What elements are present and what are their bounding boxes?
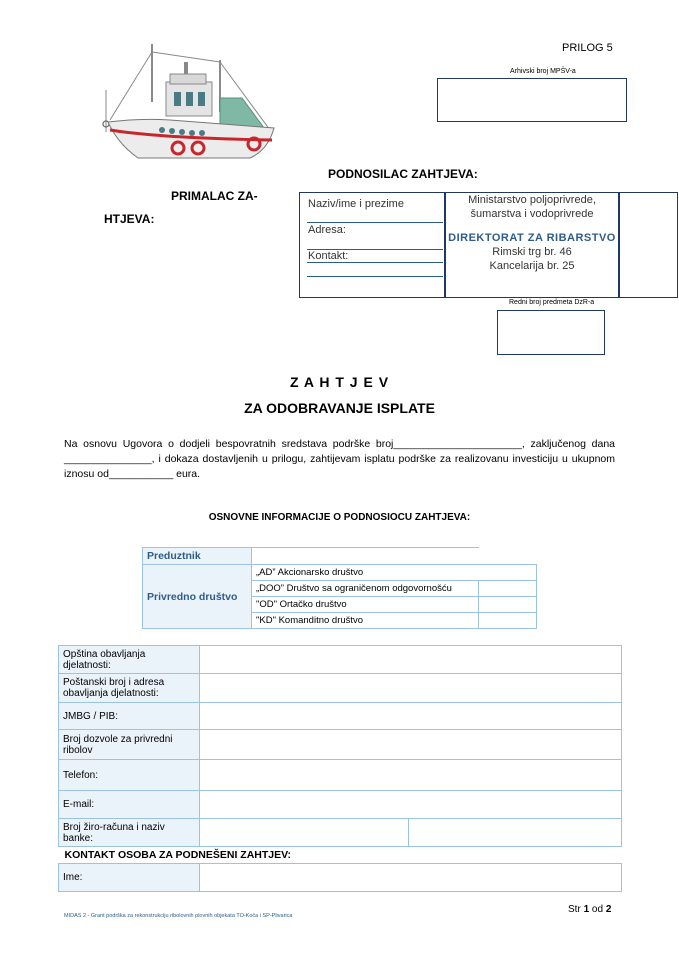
row-label-ziro-racun: Broj žiro-računa i naziv banke: xyxy=(59,819,200,847)
applicant-contact-line-2 xyxy=(307,276,443,277)
recipient-line-5: Kancelarija br. 25 xyxy=(489,260,575,272)
entity-spacer xyxy=(479,548,537,565)
page-current: 1 xyxy=(583,904,590,915)
field-dozvola[interactable] xyxy=(200,730,622,760)
recipient-heading-2: HTJEVA: xyxy=(104,212,155,226)
contact-person-heading: KONTAKT OSOBA ZA PODNEŠENI ZAHTJEV: xyxy=(64,849,292,861)
section-heading: OSNOVNE INFORMACIJE O PODNOSIOCU ZAHTJEVA: xyxy=(208,512,471,523)
page-of: od xyxy=(591,904,604,915)
applicant-address-label: Adresa: xyxy=(308,224,346,236)
applicant-info-table xyxy=(58,645,622,892)
row-label-jmbg: JMBG / PIB: xyxy=(59,703,200,730)
row-label-opstina: Opština obavljanja djelatnosti: xyxy=(59,646,200,674)
row-label-dozvola: Broj dozvole za privredni ribolov xyxy=(59,730,200,760)
entity-option-doo[interactable]: „DOO” Društvo sa ograničenom odgovornošću xyxy=(252,581,479,597)
applicant-contact-line-1 xyxy=(307,262,443,263)
entity-preduzetnik-label: Preduztnik xyxy=(143,548,252,565)
entity-option-od-check[interactable] xyxy=(479,597,537,613)
archive-number-box xyxy=(437,78,627,122)
field-jmbg[interactable] xyxy=(200,703,622,730)
entity-option-kd[interactable]: "KD" Komanditno društvo xyxy=(252,613,479,629)
entity-option-ad[interactable]: „AD” Akcionarsko društvo xyxy=(252,565,537,581)
entity-privredno-label: Privredno društvo xyxy=(143,565,252,629)
case-number-label: Redni broj predmeta DzR-a xyxy=(509,299,595,306)
field-email[interactable] xyxy=(200,791,622,819)
row-label-telefon: Telefon: xyxy=(59,760,200,791)
field-ziro-racun[interactable] xyxy=(200,819,409,847)
entity-option-doo-check[interactable] xyxy=(479,581,537,597)
recipient-heading-1: PRIMALAC ZA- xyxy=(171,189,258,203)
recipient-line-4: Rimski trg br. 46 xyxy=(492,246,572,258)
recipient-line-3: DIREKTORAT ZA RIBARSTVO xyxy=(448,232,616,244)
fishing-boat-illustration xyxy=(100,40,282,162)
recipient-line-2: šumarstva i vodoprivrede xyxy=(470,208,594,220)
applicant-name-line xyxy=(307,222,443,223)
intro-paragraph: Na osnovu Ugovora o dodjeli bespovratnih sredstava podrške broj______________________, zaključenog dana _______________, i dokaza dostavljenih u prilogu, zahtijevam isplatu podrške za realizovanu investiciju u ukupnom iznosu od___________ eura. xyxy=(64,438,615,480)
applicant-name-label: Naziv/ime i prezime xyxy=(308,198,404,210)
case-number-box xyxy=(497,310,605,355)
entity-type-table xyxy=(142,547,537,629)
footer-project-text: MIDAS 2 - Grant podrška za rekonstrukciju ribolovnih plovnih objekata TO-Koča i SP-Plivarica xyxy=(64,913,293,919)
field-banka[interactable] xyxy=(409,819,622,847)
field-ime[interactable] xyxy=(200,864,622,892)
row-label-postanski: Poštanski broj i adresa obavljanja djelatnosti: xyxy=(59,674,200,703)
page-total: 2 xyxy=(605,904,612,915)
entity-option-kd-check[interactable] xyxy=(479,613,537,629)
title-zahtjev: Z A H T J E V xyxy=(289,374,390,390)
field-telefon[interactable] xyxy=(200,760,622,791)
entity-preduzetnik-cell[interactable] xyxy=(252,548,479,565)
page-prefix: Str xyxy=(568,904,581,915)
title-subtitle: ZA ODOBRAVANJE ISPLATE xyxy=(244,400,435,416)
field-postanski[interactable] xyxy=(200,674,622,703)
entity-option-od[interactable]: "OD" Ortačko društvo xyxy=(252,597,479,613)
applicant-heading: PODNOSILAC ZAHTJEVA: xyxy=(328,167,478,181)
row-label-email: E-mail: xyxy=(59,791,200,819)
applicant-contact-label: Kontakt: xyxy=(308,250,349,262)
page-number xyxy=(568,904,611,915)
archive-number-label: Arhivski broj MPŠV-a xyxy=(510,68,576,75)
recipient-address xyxy=(446,193,618,273)
recipient-line-1: Ministarstvo poljoprivrede, xyxy=(468,194,596,206)
field-opstina[interactable] xyxy=(200,646,622,674)
recipient-box-extension xyxy=(618,192,678,298)
prilog-label: PRILOG 5 xyxy=(562,42,613,54)
row-label-ime: Ime: xyxy=(59,864,200,892)
